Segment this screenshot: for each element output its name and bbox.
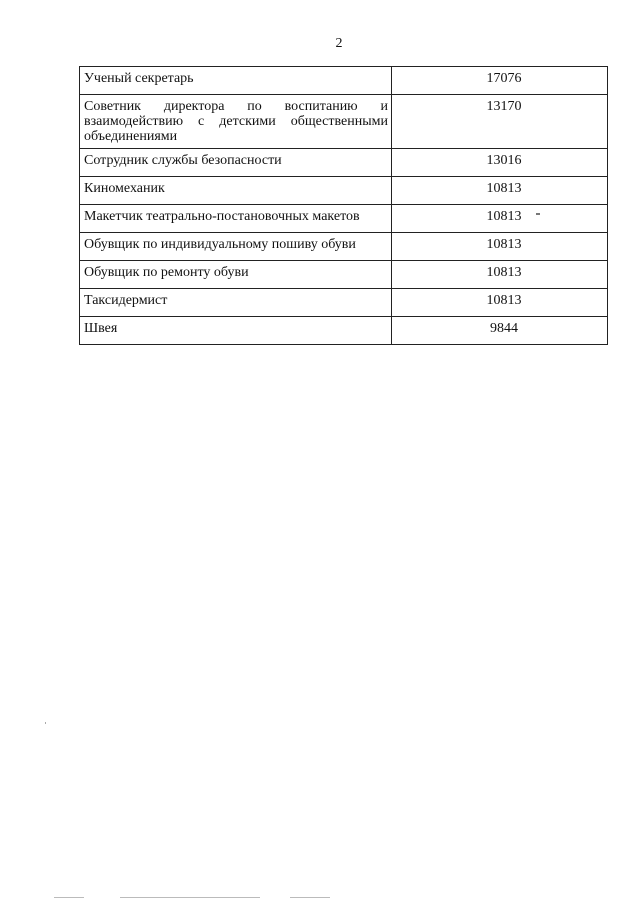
table-row xyxy=(80,261,608,289)
salary-value-cell: 13016 xyxy=(392,149,608,177)
salary-value-cell: 10813 xyxy=(392,289,608,317)
position-name-cell: Обувщик по индивидуальному пошиву обуви xyxy=(80,233,392,261)
position-name-cell: Обувщик по ремонту обуви xyxy=(80,261,392,289)
position-salary-table xyxy=(79,66,608,345)
scan-artifact xyxy=(54,897,84,898)
position-name-cell: Швея xyxy=(80,317,392,345)
salary-value-cell: 17076 xyxy=(392,67,608,95)
table-row xyxy=(80,233,608,261)
salary-value-cell: 9844 xyxy=(392,317,608,345)
scan-artifact xyxy=(536,213,540,215)
position-name-cell: Ученый секретарь xyxy=(80,67,392,95)
salary-value-cell: 10813 xyxy=(392,205,608,233)
scan-artifact xyxy=(120,897,260,898)
page-number: 2 xyxy=(335,36,343,51)
table-row xyxy=(80,205,608,233)
salary-value-cell: 10813 xyxy=(392,261,608,289)
table-row xyxy=(80,177,608,205)
table-row xyxy=(80,289,608,317)
position-name-cell: Макетчик театрально-постановочных макетов xyxy=(80,205,392,233)
position-name-cell: Советник директора по воспитанию и взаимодействию с детскими общественными объединениями xyxy=(80,95,392,149)
position-name-cell: Сотрудник службы безопасности xyxy=(80,149,392,177)
scan-artifact xyxy=(45,722,46,724)
table-row xyxy=(80,67,608,95)
salary-value-cell: 10813 xyxy=(392,177,608,205)
table-row xyxy=(80,149,608,177)
position-name-cell: Киномеханик xyxy=(80,177,392,205)
salary-value-cell: 10813 xyxy=(392,233,608,261)
table-row xyxy=(80,95,608,149)
salary-value-cell: 13170 xyxy=(392,95,608,149)
table-row xyxy=(80,317,608,345)
position-name-cell: Таксидермист xyxy=(80,289,392,317)
scan-artifact xyxy=(290,897,330,898)
